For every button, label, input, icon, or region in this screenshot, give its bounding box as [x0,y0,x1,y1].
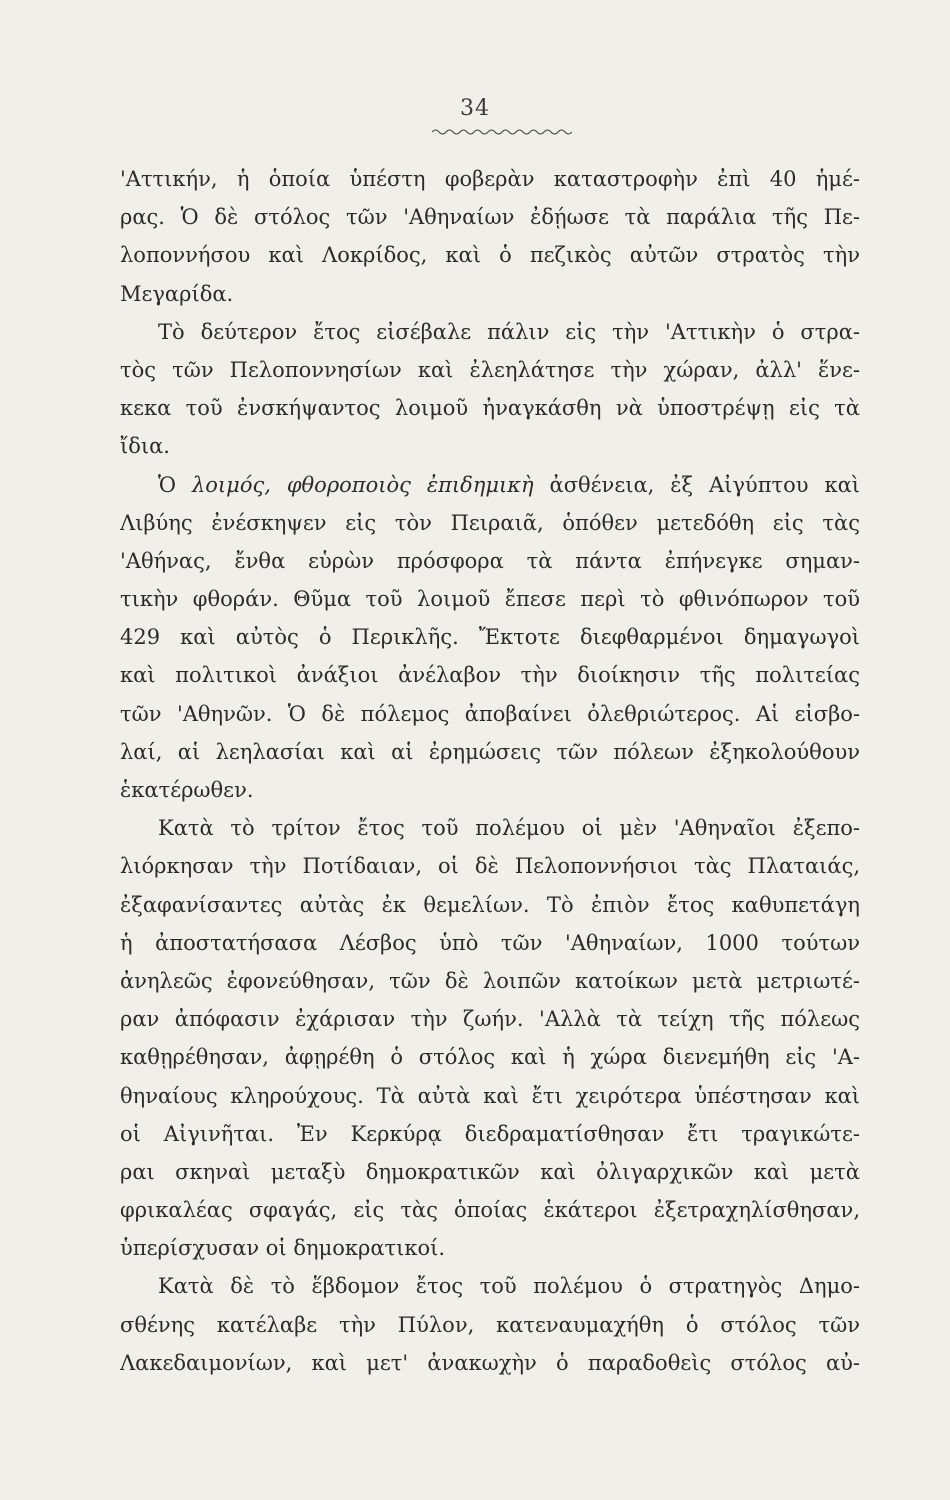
text-line: τικὴν φθοράν. Θῦμα τοῦ λοιμοῦ ἔπεσε περὶ τὸ φθινόπωρον τοῦ [120,587,860,612]
text-line: λιόρκησαν τὴν Ποτίδαιαν, οἱ δὲ Πελοποννήσιοι τὰς Πλαταιάς, [120,854,860,879]
text-line: λοποννήσου καὶ Λοκρίδος, καὶ ὁ πεζικὸς αὐτῶν στρατὸς τὴν [120,243,860,268]
body-text [120,160,860,1382]
text-line: Κατὰ τὸ τρίτον ἔτος τοῦ πολέμου οἱ μὲν 'Αθηναῖοι ἐξεπο- [158,816,860,841]
text-line: καθῃρέθησαν, ἀφῃρέθη ὁ στόλος καὶ ἡ χώρα διενεμήθη εἰς 'Α- [120,1045,860,1070]
text-line: ὑπερίσχυσαν οἱ δημοκρατικοί. [120,1236,446,1261]
text-line: φρικαλέας σφαγάς, εἰς τὰς ὁποίας ἑκάτεροι ἐξετραχηλίσθησαν, [120,1198,860,1223]
text-line: ἴδια. [120,434,170,459]
text-line [120,466,860,504]
text-line: κεκα τοῦ ἐνσκήψαντος λοιμοῦ ἠναγκάσθη νὰ ὑποστρέψῃ εἰς τὰ [120,396,860,421]
text-line: σθένης κατέλαβε τὴν Πύλον, κατεναυμαχήθη ὁ στόλος τῶν [120,1312,860,1337]
text-line: Κατὰ δὲ τὸ ἕβδομον ἔτος τοῦ πολέμου ὁ στρατηγὸς Δημο- [158,1274,860,1299]
text-line: ρας. Ὁ δὲ στόλος τῶν 'Αθηναίων ἐδῄωσε τὰ παράλια τῆς Πε- [120,205,860,230]
text-line: λαί, αἱ λεηλασίαι καὶ αἱ ἐρημώσεις τῶν πόλεων ἐξηκολούθουν [120,739,860,764]
text-line: 429 καὶ αὐτὸς ὁ Περικλῆς. Ἔκτοτε διεφθαρμένοι δημαγωγοὶ [120,625,860,650]
text-line: θηναίους κληρούχους. Τὰ αὐτὰ καὶ ἔτι χειρότερα ὑπέστησαν καὶ [120,1083,860,1108]
text-line: τῶν 'Αθηνῶν. Ὁ δὲ πόλεμος ἀποβαίνει ὀλεθριώτερος. Αἱ εἰσβο- [120,701,860,726]
ornament-rule [432,128,572,136]
text-line: 'Αθήνας, ἔνθα εὑρὼν πρόσφορα τὰ πάντα ἐπήνεγκε σημαν- [120,548,860,573]
text-line: Λακεδαιμονίων, καὶ μετ' ἀνακωχὴν ὁ παραδοθεὶς στόλος αὐ- [120,1350,860,1375]
text-line: ἑκατέρωθεν. [120,778,254,802]
text-line: Λιβύης ἐνέσκηψεν εἰς τὸν Πειραιᾶ, ὁπόθεν μετεδόθη εἰς τὰς [120,510,860,535]
text-line: ραι σκηναὶ μεταξὺ δημοκρατικῶν καὶ ὀλιγαρχικῶν καὶ μετὰ [120,1159,860,1184]
text-line: Τὸ δεύτερον ἔτος εἰσέβαλε πάλιν εἰς τὴν 'Αττικὴν ὁ στρα- [158,319,860,344]
text-line: ἡ ἀποστατήσασα Λέσβος ὑπὸ τῶν 'Αθηναίων, 1000 τούτων [120,930,860,955]
text-segment: ἀσθένεια, ἐξ Αἰγύπτου καὶ [533,472,860,497]
text-line: 'Αττικήν, ἡ ὁποία ὑπέστη φοβερὰν καταστροφὴν ἐπὶ 40 ἡμέ- [120,167,860,191]
page-number: 34 [460,96,490,121]
text-line: ἐξαφανίσαντες αὐτὰς ἐκ θεμελίων. Τὸ ἐπιὸν ἔτος καθυπετάγη [120,892,860,917]
text-line: ραν ἀπόφασιν ἐχάρισαν τὴν ζωήν. 'Αλλὰ τὰ τείχη τῆς πόλεως [120,1007,860,1032]
text-line: ἀνηλεῶς ἐφονεύθησαν, τῶν δὲ λοιπῶν κατοίκων μετὰ μετριωτέ- [120,968,860,993]
italic-term: λοιμός, φθοροποιὸς ἐπιδημικὴ [191,472,534,497]
text-line: τὸς τῶν Πελοποννησίων καὶ ἐλεηλάτησε τὴν χώραν, ἀλλ' ἕνε- [120,357,860,382]
text-segment: Ὁ [158,472,192,497]
text-line: καὶ πολιτικοὶ ἀνάξιοι ἀνέλαβον τὴν διοίκησιν τῆς πολιτείας [120,663,860,688]
text-line: Μεγαρίδα. [120,281,234,306]
text-line: οἱ Αἰγινῆται. Ἐν Κερκύρᾳ διεδραματίσθησαν ἔτι τραγικώτε- [120,1121,860,1146]
